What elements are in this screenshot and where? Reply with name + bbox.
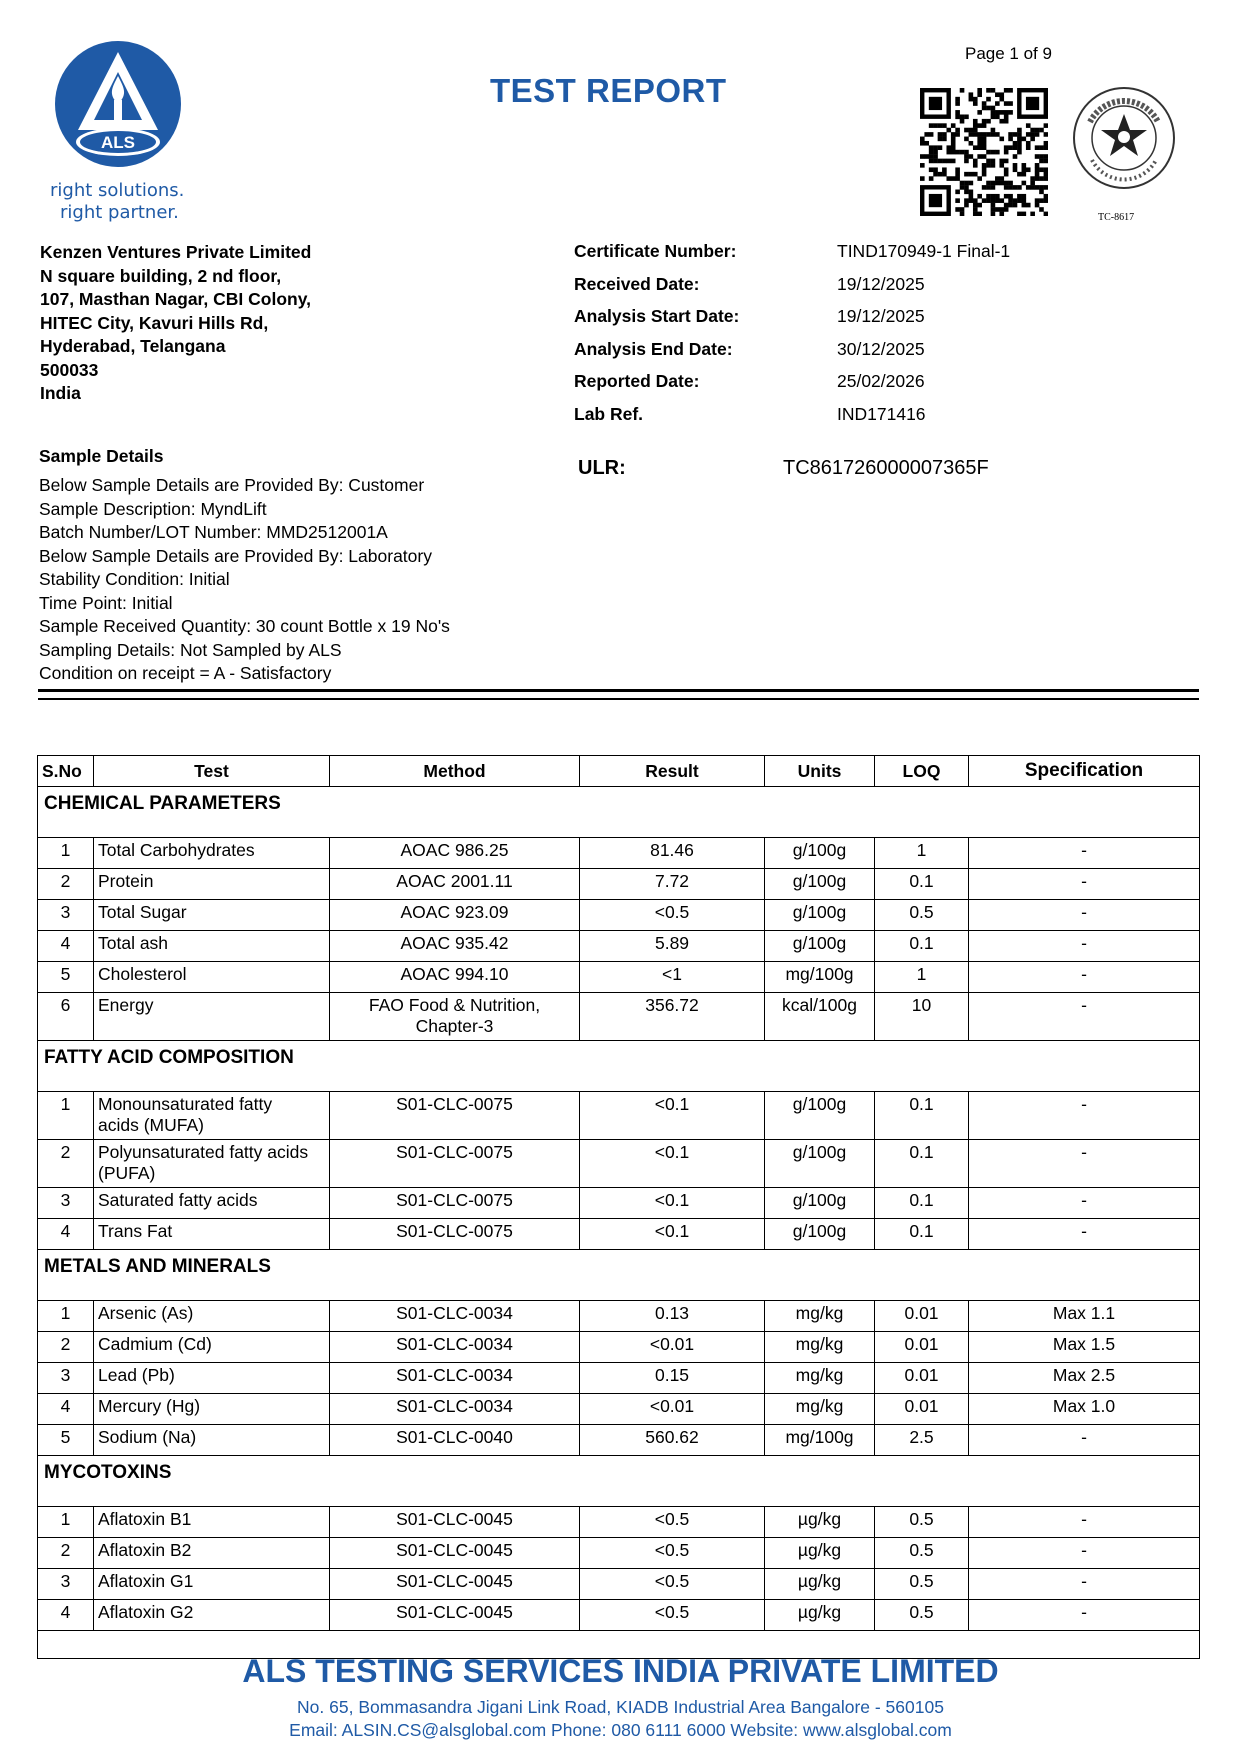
cell-result: 5.89 [580,931,765,962]
cell-sno: 3 [38,1363,94,1394]
cell-result: <0.5 [580,1600,765,1631]
cell-method: S01-CLC-0034 [330,1301,580,1332]
cell-result: 356.72 [580,993,765,1041]
cell-result: <0.5 [580,900,765,931]
cell-test: Lead (Pb) [94,1363,330,1394]
table-row [38,1394,1200,1425]
cell-units: mg/kg [765,1394,875,1425]
footer-address: No. 65, Bommasandra Jigani Link Road, KIADB Industrial Area Bangalore - 560105 [297,1697,944,1717]
cell-spec: - [969,1188,1200,1219]
cell-test: Energy [94,993,330,1041]
cell-spec: - [969,869,1200,900]
header-loq: LOQ [875,756,969,787]
cell-spec: - [969,1569,1200,1600]
cell-units: mg/kg [765,1363,875,1394]
cell-spec: - [969,1092,1200,1140]
cell-method: S01-CLC-0075 [330,1092,580,1140]
cell-result: <0.01 [580,1332,765,1363]
cell-result: <0.1 [580,1140,765,1188]
sample-detail-line: Stability Condition: Initial [39,569,230,589]
cert-row [574,339,1010,372]
cell-sno: 1 [38,838,94,869]
header-specification: Specification [969,756,1200,787]
cert-value: TIND170949-1 Final-1 [837,241,1011,261]
cell-test: Protein [94,869,330,900]
header-test: Test [94,756,330,787]
sample-detail-line: Below Sample Details are Provided By: Customer [39,475,425,495]
cell-sno: 5 [38,962,94,993]
cell-spec: - [969,993,1200,1041]
cell-loq: 0.01 [875,1363,969,1394]
accreditation-seal-icon [1070,82,1178,202]
cert-row [574,274,1010,307]
tagline-line-2: right partner. [60,202,179,223]
cell-sno: 1 [38,1092,94,1140]
cell-units: g/100g [765,931,875,962]
cell-sno: 1 [38,1507,94,1538]
section-row [38,1250,1200,1301]
cell-result: 560.62 [580,1425,765,1456]
page-number: Page 1 of 9 [965,44,1052,63]
cell-spec: Max 1.1 [969,1301,1200,1332]
section-title: CHEMICAL PARAMETERS [38,787,1200,838]
cert-value: 19/12/2025 [837,306,925,326]
table-row [38,1219,1200,1250]
cell-sno: 3 [38,900,94,931]
cell-test: Cadmium (Cd) [94,1332,330,1363]
cell-units: µg/kg [765,1569,875,1600]
cell-units: µg/kg [765,1538,875,1569]
cert-value: IND171416 [837,403,926,424]
cell-loq: 0.5 [875,1600,969,1631]
address-line: Hyderabad, Telangana [40,336,226,356]
cell-test: Trans Fat [94,1219,330,1250]
cell-test: Total ash [94,931,330,962]
cell-method: S01-CLC-0034 [330,1332,580,1363]
cell-loq: 10 [875,993,969,1041]
method-line: FAO Food & Nutrition, [368,995,541,1015]
cell-method: AOAC 935.42 [330,931,580,962]
cell-test: Aflatoxin G2 [94,1600,330,1631]
header-sno: S.No [38,756,94,787]
ulr-label: ULR: [578,457,626,479]
address-line: N square building, 2 nd floor, [40,265,282,286]
cell-loq: 0.1 [875,1219,969,1250]
footer-contact: Email: ALSIN.CS@alsglobal.com Phone: 080 6111 6000 Website: www.alsglobal.com [289,1720,952,1740]
cell-method: S01-CLC-0075 [330,1140,580,1188]
cell-result: <0.01 [580,1394,765,1425]
cell-loq: 0.5 [875,1538,969,1569]
cell-sno: 2 [38,1332,94,1363]
cell-result: <0.5 [580,1569,765,1600]
als-logo [52,38,184,170]
header-result: Result [580,756,765,787]
tagline-line-1: right solutions. [50,180,185,201]
cell-method [330,993,580,1041]
cell-spec: - [969,1140,1200,1188]
qr-code-icon [920,88,1048,216]
cell-loq: 2.5 [875,1425,969,1456]
cert-label: Received Date: [574,273,700,294]
cert-label: Lab Ref. [574,403,644,424]
cell-loq: 0.5 [875,1569,969,1600]
table-header-row [38,756,1200,787]
cell-loq: 0.01 [875,1301,969,1332]
cell-units: g/100g [765,1188,875,1219]
cell-method: AOAC 2001.11 [330,869,580,900]
test-line: acids (MUFA) [98,1115,204,1135]
cert-row [574,371,1010,404]
cell-units: mg/kg [765,1301,875,1332]
header-method: Method [330,756,580,787]
cell-sno: 6 [38,993,94,1041]
cell-loq: 0.01 [875,1394,969,1425]
cell-sno: 2 [38,1538,94,1569]
cell-sno: 5 [38,1425,94,1456]
cell-method: S01-CLC-0045 [330,1600,580,1631]
cell-loq: 0.1 [875,931,969,962]
cell-result: <0.5 [580,1507,765,1538]
cell-spec: - [969,1219,1200,1250]
cell-sno: 4 [38,1219,94,1250]
cell-test: Aflatoxin B1 [94,1507,330,1538]
section-title: METALS AND MINERALS [38,1250,1200,1301]
table-row [38,931,1200,962]
cell-test: Sodium (Na) [94,1425,330,1456]
cert-value: 30/12/2025 [837,338,925,359]
cell-test [94,1092,330,1140]
cell-test: Aflatoxin B2 [94,1538,330,1569]
cert-label: Analysis End Date: [574,338,733,359]
cell-spec: - [969,931,1200,962]
sample-detail-line: Condition on receipt = A - Satisfactory [39,663,332,683]
cell-loq: 0.5 [875,900,969,931]
cell-result: 0.15 [580,1363,765,1394]
cell-test: Cholesterol [94,962,330,993]
certificate-info [574,241,1010,436]
cell-sno: 3 [38,1188,94,1219]
cell-sno: 4 [38,931,94,962]
footer-company: ALS TESTING SERVICES INDIA PRIVATE LIMITED [242,1653,999,1689]
report-title: TEST REPORT [490,72,727,109]
cert-label: Analysis Start Date: [574,306,740,326]
table-row [38,1425,1200,1456]
cell-result: 81.46 [580,838,765,869]
cell-units: g/100g [765,869,875,900]
cell-test: Total Sugar [94,900,330,931]
cell-spec: Max 1.5 [969,1332,1200,1363]
table-row [38,1600,1200,1631]
address-line: India [40,383,81,403]
accreditation-code: TC-8617 [1098,212,1135,223]
cell-units: µg/kg [765,1600,875,1631]
sample-detail-line: Batch Number/LOT Number: MMD2512001A [39,522,388,542]
cell-result: <1 [580,962,765,993]
cell-units: g/100g [765,900,875,931]
cell-method: S01-CLC-0045 [330,1538,580,1569]
address-line: Kenzen Ventures Private Limited [40,242,312,262]
section-title: MYCOTOXINS [38,1456,1200,1507]
customer-address [40,241,311,406]
cell-method: AOAC 994.10 [330,962,580,993]
results-table [37,755,1200,1659]
cell-units: g/100g [765,1092,875,1140]
cell-loq: 1 [875,838,969,869]
sample-detail-line: Below Sample Details are Provided By: Laboratory [39,545,432,566]
tagline [50,180,200,224]
cell-result: <0.1 [580,1092,765,1140]
table-row [38,869,1200,900]
section-row [38,1456,1200,1507]
table-row [38,1538,1200,1569]
cell-method: S01-CLC-0045 [330,1507,580,1538]
cell-test: Mercury (Hg) [94,1394,330,1425]
cell-loq: 0.5 [875,1507,969,1538]
header-units: Units [765,756,875,787]
test-line: (PUFA) [98,1163,156,1183]
cell-result: 7.72 [580,869,765,900]
test-line: Monounsaturated fatty [98,1094,273,1114]
cell-loq: 0.1 [875,1092,969,1140]
table-row [38,1507,1200,1538]
table-row [38,1140,1200,1188]
cell-spec: - [969,1600,1200,1631]
sample-detail-line: Sample Description: MyndLift [39,498,267,519]
cert-row [574,241,1010,274]
cell-method: AOAC 986.25 [330,838,580,869]
table-row [38,1301,1200,1332]
address-line: 107, Masthan Nagar, CBI Colony, [40,289,311,309]
cell-units: µg/kg [765,1507,875,1538]
cell-loq: 0.1 [875,869,969,900]
cell-result: 0.13 [580,1301,765,1332]
cell-test: Aflatoxin G1 [94,1569,330,1600]
table-row [38,962,1200,993]
cell-units: mg/100g [765,1425,875,1456]
sample-detail-line: Sampling Details: Not Sampled by ALS [39,639,342,660]
cert-row [574,404,1010,437]
cell-units: mg/kg [765,1332,875,1363]
cell-sno: 4 [38,1394,94,1425]
cell-result: <0.5 [580,1538,765,1569]
section-title: FATTY ACID COMPOSITION [38,1041,1200,1092]
cell-method: S01-CLC-0034 [330,1394,580,1425]
cell-sno: 3 [38,1569,94,1600]
cell-loq: 1 [875,962,969,993]
cell-units: g/100g [765,1219,875,1250]
section-row [38,787,1200,838]
cert-label: Reported Date: [574,371,700,391]
cell-units: kcal/100g [765,993,875,1041]
cell-method: S01-CLC-0075 [330,1188,580,1219]
ulr-value: TC861726000007365F [783,457,989,479]
cell-method: S01-CLC-0034 [330,1363,580,1394]
divider [38,689,1199,692]
cell-sno: 4 [38,1600,94,1631]
cell-loq: 0.1 [875,1140,969,1188]
cell-sno: 1 [38,1301,94,1332]
ulr-row [578,457,989,480]
sample-detail-line: Sample Received Quantity: 30 count Bottle x 19 No's [39,616,450,636]
table-row [38,993,1200,1041]
divider [38,698,1199,700]
cell-spec: - [969,1425,1200,1456]
cell-units: mg/100g [765,962,875,993]
cell-test [94,1140,330,1188]
sample-detail-line: Time Point: Initial [39,592,173,613]
cert-row [574,306,1010,339]
cell-test: Arsenic (As) [94,1301,330,1332]
cell-spec: Max 2.5 [969,1363,1200,1394]
cell-spec: Max 1.0 [969,1394,1200,1425]
cell-sno: 2 [38,869,94,900]
cell-loq: 0.1 [875,1188,969,1219]
cell-result: <0.1 [580,1219,765,1250]
cert-value: 19/12/2025 [837,273,925,294]
table-row [38,1332,1200,1363]
section-row [38,1041,1200,1092]
cell-result: <0.1 [580,1188,765,1219]
cell-method: S01-CLC-0075 [330,1219,580,1250]
sample-details [39,474,450,686]
table-row [38,838,1200,869]
table-row [38,900,1200,931]
cell-method: S01-CLC-0045 [330,1569,580,1600]
table-row [38,1092,1200,1140]
address-line: 500033 [40,359,99,380]
cell-units: g/100g [765,838,875,869]
sample-details-title: Sample Details [39,446,164,466]
cert-label: Certificate Number: [574,241,737,261]
cell-spec: - [969,1507,1200,1538]
cell-sno: 2 [38,1140,94,1188]
cell-spec: - [969,962,1200,993]
address-line: HITEC City, Kavuri Hills Rd, [40,312,269,333]
cell-method: AOAC 923.09 [330,900,580,931]
table-row [38,1363,1200,1394]
cell-spec: - [969,838,1200,869]
cell-spec: - [969,1538,1200,1569]
logo-text: ALS [101,133,135,152]
cell-test: Total Carbohydrates [94,838,330,869]
table-row [38,1569,1200,1600]
test-line: Polyunsaturated fatty acids [98,1142,309,1162]
cell-spec: - [969,900,1200,931]
cert-value: 25/02/2026 [837,371,925,391]
cell-units: g/100g [765,1140,875,1188]
table-row [38,1188,1200,1219]
cell-method: S01-CLC-0040 [330,1425,580,1456]
method-line: Chapter-3 [415,1016,494,1036]
cell-loq: 0.01 [875,1332,969,1363]
cell-test: Saturated fatty acids [94,1188,330,1219]
